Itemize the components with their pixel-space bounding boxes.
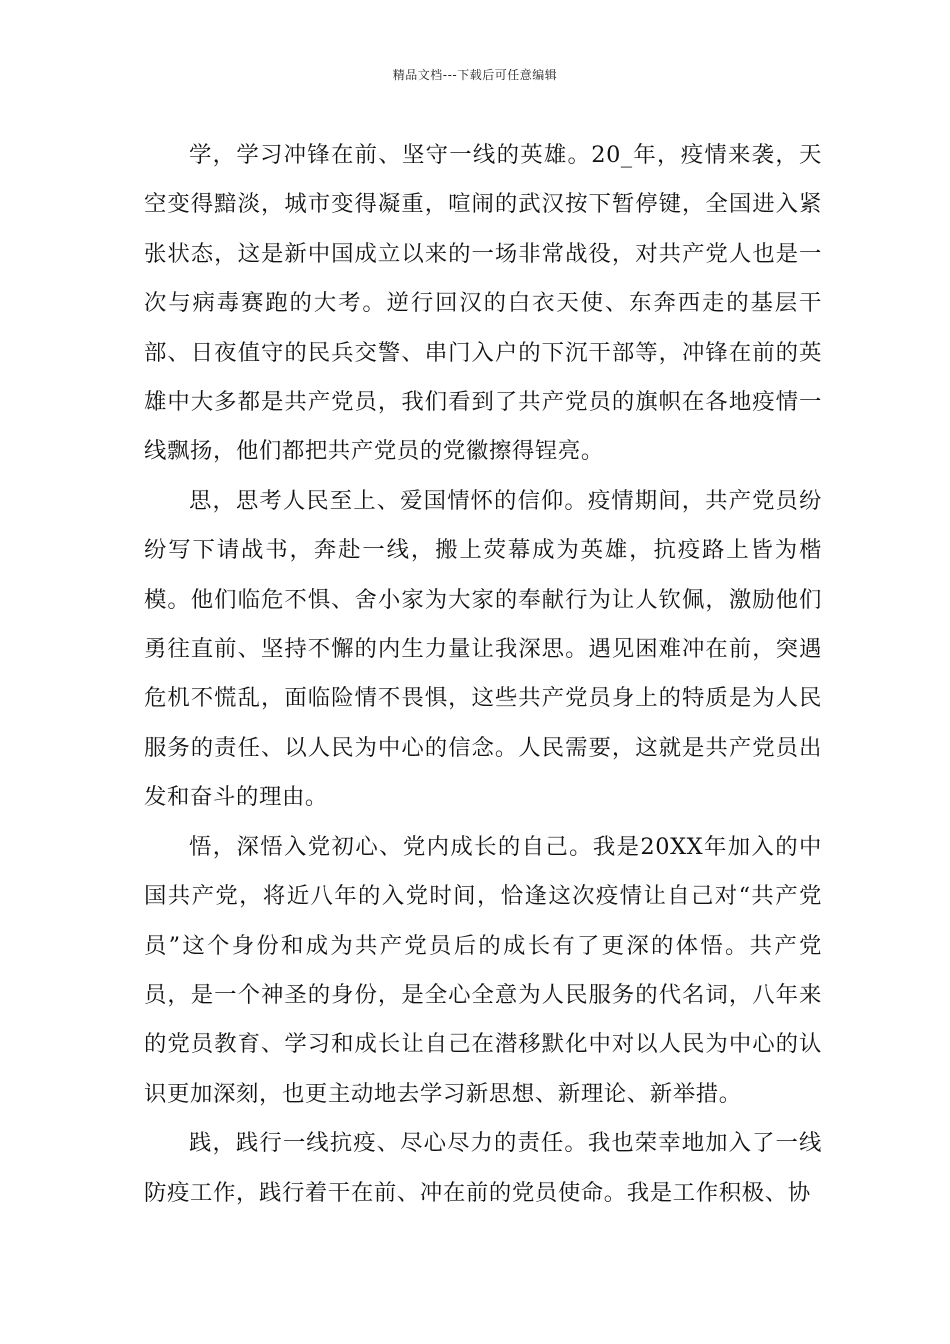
paragraph-realize: 悟，深悟入党初心、党内成长的自己。我是20XX年加入的中国共产党，将近八年的入党时间，恰逢这次疫情让自己对“共产党员”这个身份和成为共产党员后的成长有了更深的体悟。共产党员，是一个神圣的身份，是全心全意为人民服务的代名词，八年来的党员教育、学习和成长让自己在潜移默化中对以人民为中心的认识更加深刻，也更主动地去学习新思想、新理论、新举措。 (144, 833, 822, 1107)
document-body (144, 131, 822, 1218)
paragraph-study: 学，学习冲锋在前、坚守一线的英雄。20_年，疫情来袭，天空变得黯淡，城市变得凝重，喧闹的武汉按下暂停键，全国进入紧张状态，这是新中国成立以来的一场非常战役，对共产党人也是一次与病毒赛跑的大考。逆行回汉的白衣天使、东奔西走的基层干部、日夜值守的民兵交警、串门入户的下沉干部等，冲锋在前的英雄中大多都是共产党员，我们看到了共产党员的旗帜在各地疫情一线飘扬，他们都把共产党员的党徽擦得锃亮。 (144, 142, 822, 465)
paragraph-practice: 践，践行一线抗疫、尽心尽力的责任。我也荣幸地加入了一线防疫工作，践行着干在前、冲在前的党员使命。我是工作积极、协 (144, 1130, 822, 1206)
paragraph-think: 思，思考人民至上、爱国情怀的信仰。疫情期间，共产党员纷纷写下请战书，奔赴一线，搬上荧幕成为英雄，抗疫路上皆为楷模。他们临危不惧、舍小家为大家的奉献行为让人钦佩，激励他们勇往直前、坚持不懈的内生力量让我深思。遇见困难冲在前，突遇危机不慌乱，面临险情不畏惧，这些共产党员身上的特质是为人民服务的责任、以人民为中心的信念。人民需要，这就是共产党员出发和奋斗的理由。 (144, 487, 822, 811)
page-header: 精品文档---下载后可任意编辑 (392, 68, 558, 82)
